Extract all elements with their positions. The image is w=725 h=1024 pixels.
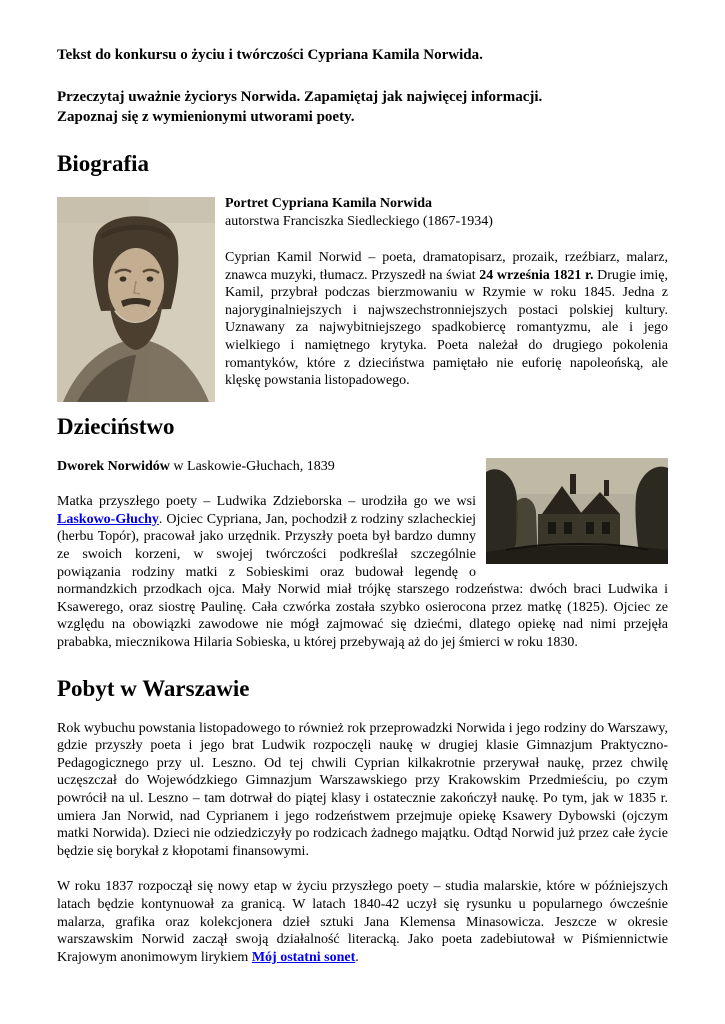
heading-biografia: Biografia xyxy=(57,151,149,176)
warszawa-text-2: . xyxy=(355,949,359,965)
warszawa-paragraph-2 xyxy=(57,878,668,966)
manor-etching xyxy=(486,458,668,564)
manor-caption-rest: w Laskowie-Głuchach, 1839 xyxy=(169,458,335,474)
warszawa-paragraph-1: Rok wybuchu powstania listopadowego to również rok przeprowadzki Norwida i jego rodziny do Warszawy, gdzie przyszły poeta i jego brat Ludwik rozpoczęli naukę w drugiej klasie Gimnazjum Praktyczno-Pedagogicznego przy ul. Leszno. Od tej chwili Cyprian kilkakrotnie przerywał naukę, przez chwilę uczęszczał do Wojewódzkiego Gimnazjum Warszawskiego przy Krakowskim Przedmieściu, po czym powrócił na ul. Leszno – tam dotrwał do piątej klasy i ostatecznie zakończył naukę. Po tym, jak w 1835 r. umiera Jan Norwid, nad Cyprianem i jego rodzeństwem przejmuje opiekę Ksawery Dybowski (ojczym matki Norwida). Dzieci nie odziedziczyły po rodzicach żadnego majątku. Odtąd Norwid już przez całe życie będzie się borykał z kłopotami finansowymi. xyxy=(57,720,668,859)
dziecinstwo-text-1: Matka przyszłego poety – Ludwika Zdzieborska – urodziła go we wsi xyxy=(57,494,476,510)
heading-dziecinstwo: Dzieciństwo xyxy=(57,413,175,439)
warszawa-text-1: W roku 1837 rozpoczął się nowy etap w życiu przyszłego poety – studia malarskie, które w późniejszych latach będzie kontynuował za granicą. W latach 1840-42 uczył się rysunku u popularnego ówcześnie malarza, grafika oraz kolekcjonera dzieł sztuki Jana Klemensa Minasowicza. Jeszcze w okresie warszawskim Norwid zaczął swoją działalność literacką. Jako poeta zadebiutował w Piśmiennictwie Krajowym anonimowym lirykiem xyxy=(57,879,668,965)
section-dziecinstwo xyxy=(57,458,668,652)
portrait-caption-title: Portret Cypriana Kamila Norwida xyxy=(225,196,432,211)
link-moj-ostatni-sonet[interactable]: Mój ostatni sonet xyxy=(251,949,356,965)
manor-caption-bold: Dworek Norwidów xyxy=(57,458,170,474)
portrait-caption-author: autorstwa Franciszka Siedleckiego (1867-1934) xyxy=(225,213,493,229)
dziecinstwo-text-2: . Ojciec Cypriana, Jan, pochodził z rodziny szlacheckiej (herbu Topór), pracował jako urzędnik. Przyszły poeta był bardzo dumny ze swoich korzeni, w swojej twórczości podkreślał szczególnie powiązania rodziny matki z Sobieskimi oraz budował legendę o normandzkich przodkach ojca. Mały Norwid miał trójkę starszego rodzeństwa: dwóch braci Ludwika i Ksawerego, oraz siostrę Paulinę. Cała czwórka została szybko osierocona przez matkę (1825). Ojciec ze względu na obowiązki zawodowe nie mógł zajmować się dziećmi, dlatego opiekę nad nimi przejęła prababka, miecznikowa Hilaria Sobieska, u której przebywają aż do jej śmierci w roku 1830. xyxy=(57,511,668,650)
portrait-image xyxy=(57,197,215,402)
link-laskowo-gluchy[interactable]: Laskowo-Głuchy xyxy=(57,511,159,527)
section-pobyt-w-warszawie xyxy=(57,720,668,967)
document-title: Tekst do konkursu o życiu i twórczości Cypriana Kamila Norwida. xyxy=(57,47,483,63)
intro-instructions xyxy=(57,87,668,127)
biografia-text-1: Cyprian Kamil Norwid – poeta, dramatopisarz, prozaik, rzeźbiarz, malarz, znawca muzyki, tłumacz. Przyszedł na świat xyxy=(225,250,668,283)
intro-line-2: Zapoznaj się z wymienionymi utworami poety. xyxy=(57,109,355,125)
birth-date-bold: 24 września 1821 r. xyxy=(479,267,594,283)
manor-house-image xyxy=(486,458,668,564)
heading-pobyt-w-warszawie: Pobyt w Warszawie xyxy=(57,675,250,701)
biografia-text-2: Drugie imię, Kamil, przybrał podczas bierzmowaniu w Rzymie w roku 1845. Jedna z najoryginalniejszych i najwszechstronniejszych postaci polskiej kultury. Uznawany za najwybitniejszego spadkobiercę romantyzmu, ale i jego wielkiego i namiętnego krytyka. Poeta należał do drugiego pokolenia romantyków, które z dzieciństwa pamiętało nie euforię napoleońską, ale klęskę powstania listopadowego. xyxy=(225,267,668,389)
portrait-drawing xyxy=(57,197,215,402)
intro-line-1: Przeczytaj uważnie życiorys Norwida. Zapamiętaj jak najwięcej informacji. xyxy=(57,89,543,105)
section-biografia xyxy=(57,195,668,390)
